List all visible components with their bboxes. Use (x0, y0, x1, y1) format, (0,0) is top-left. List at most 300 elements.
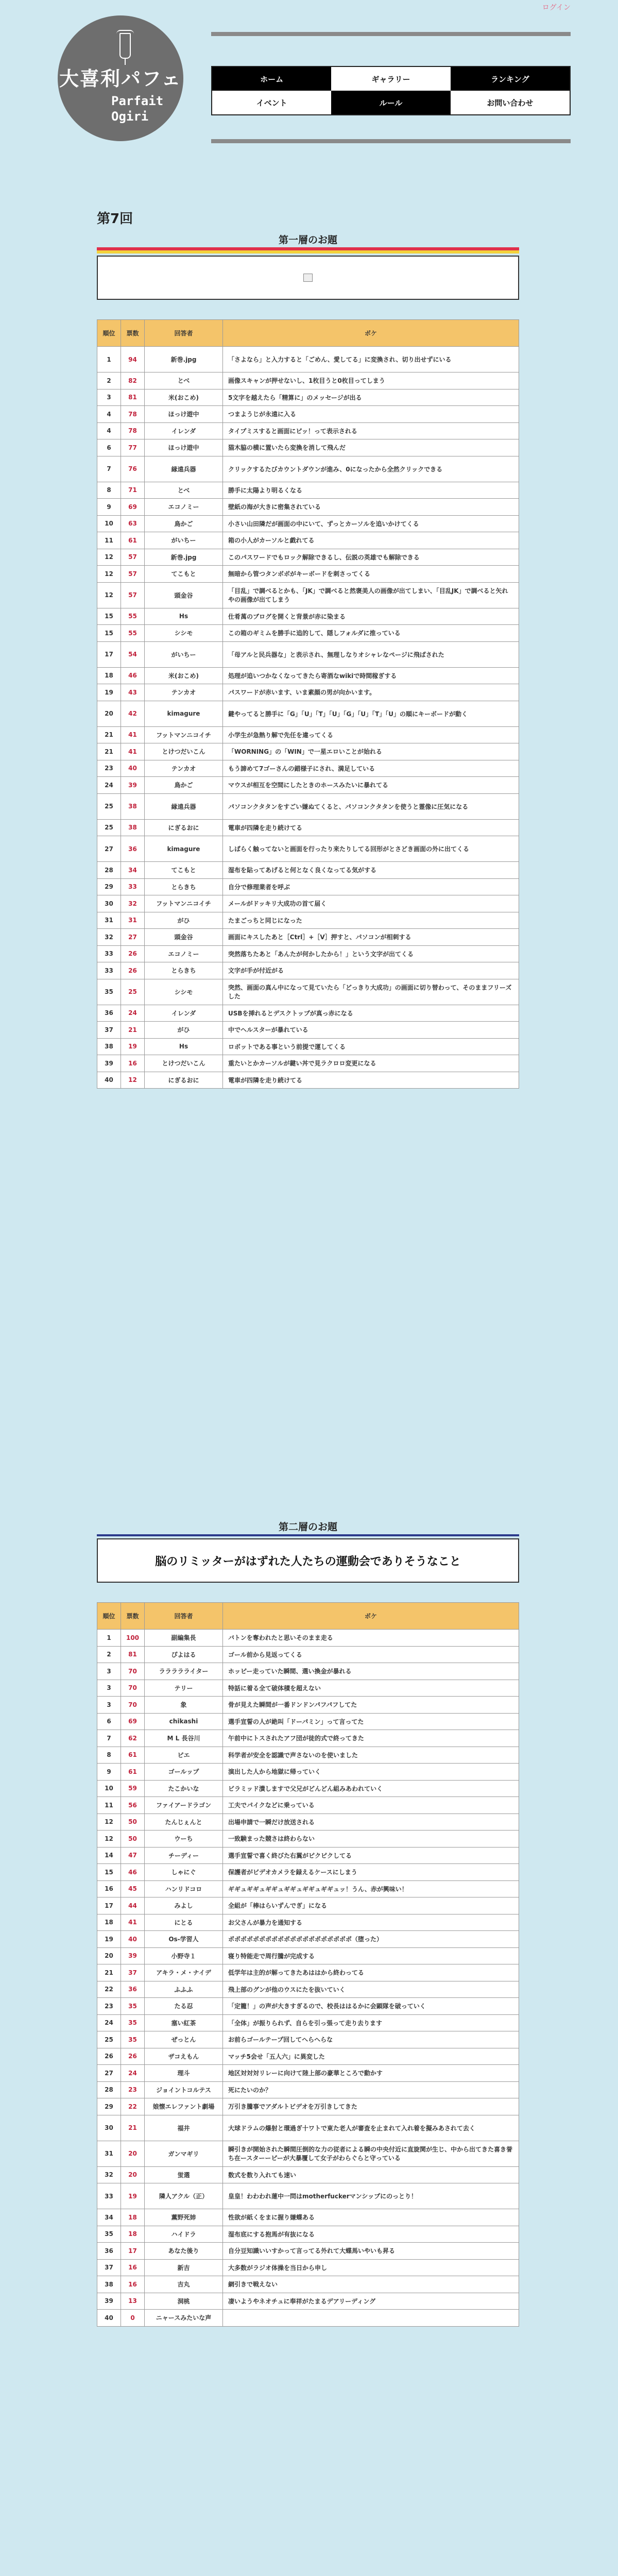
answer-cell: 突然落ちたあと「あんたが何かしたから！」という文字が出てくる (223, 945, 519, 962)
answer-cell: 「さよなら」と入力すると「ごめん、愛してる」に変換され、切り出せずにいる (223, 347, 519, 372)
answer-cell: 全組が「棒はらいずんでぎ」になる (223, 1897, 519, 1914)
answerer-cell: ウーち (145, 1831, 223, 1848)
answerer-cell: たこかいな (145, 1780, 223, 1797)
answerer-cell: chikashi (145, 1713, 223, 1730)
login-link[interactable]: ログイン (542, 4, 571, 12)
answer-cell: 「定籠！」の声が大きすぎるので、校長ははるかに会顕隊を破っていく (223, 1998, 519, 2015)
table-row (97, 726, 519, 743)
table-row (97, 1680, 519, 1697)
rank-cell: 23 (97, 760, 121, 777)
answerer-cell: M L 長谷川 (145, 1730, 223, 1747)
answer-cell: 無暗から管つタンボボがキーボードを刺さってくる (223, 566, 519, 583)
col-votes-header: 票数 (121, 320, 145, 347)
table-header-row (97, 1603, 519, 1630)
rank-cell: 37 (97, 1022, 121, 1039)
votes-cell: 81 (121, 389, 145, 406)
votes-cell: 26 (121, 2048, 145, 2065)
answerer-cell: イレンダ (145, 1005, 223, 1022)
answer-cell: 大多数がラジオ体操を当日から申し (223, 2259, 519, 2276)
table-row (97, 608, 519, 625)
table-row (97, 566, 519, 583)
table-row (97, 2098, 519, 2115)
answer-cell: 画像スキャンが押せないし、1枚目うと0枚目ってしまう (223, 372, 519, 389)
table-row (97, 895, 519, 912)
section-band (97, 1534, 519, 1536)
table-row (97, 1880, 519, 1897)
answer-cell: 飛上部のグンが他のウスにたを抜いていく (223, 1981, 519, 1998)
answerer-cell: がひ (145, 1022, 223, 1039)
answer-cell: 一致験まった競さは終わらない (223, 1831, 519, 1848)
rank-cell: 19 (97, 1931, 121, 1948)
table-row (97, 1730, 519, 1747)
answerer-cell: ふふふ (145, 1981, 223, 1998)
answer-cell: もう諦めて7ゴーさんの錯様子にされ、満足している (223, 760, 519, 777)
answer-cell: 鍵やってると勝手に「G」「U」「T」「U」「G」「U」「T」「U」の順にキーボードが動く (223, 701, 519, 726)
table-row (97, 1847, 519, 1864)
answer-cell: 皇皇！わわわれ蓮中一問はmotherfuckerマンシップにのっとり！ (223, 2183, 519, 2209)
broken-image-icon (303, 274, 313, 282)
rank-cell: 11 (97, 532, 121, 549)
answer-cell: 選手宣誓で喜く終びた右翼がピクピクしてる (223, 1847, 519, 1864)
rank-cell: 27 (97, 836, 121, 862)
rank-cell: 12 (97, 566, 121, 583)
answer-cell: ギギュギギュギギュギギュギギュギギュッ！うん、赤が興味い！ (223, 1880, 519, 1897)
rank-cell: 4 (97, 422, 121, 439)
answer-cell: 湿布を貼ってあげると何となく良くなってる気がする (223, 862, 519, 879)
answer-cell: お父さんが暴力を通知する (223, 1914, 519, 1931)
answerer-cell: エコノミー (145, 499, 223, 516)
table-row (97, 878, 519, 895)
table-row (97, 1797, 519, 1814)
answer-cell: パソコンクタタンをすごい嫌ぬてくると、パソコンクタタンを使うと霊像に圧気になる (223, 793, 519, 819)
answer-cell: ホッピー走っていた瞬間、選い換金が暴れる (223, 1663, 519, 1680)
votes-cell: 40 (121, 760, 145, 777)
rank-cell: 7 (97, 1730, 121, 1747)
answer-cell: 「全体」が振りられず、自らを引っ張って走り去ります (223, 2014, 519, 2031)
answer-cell: 地区対対対リレーに向けて陸上部の豪華ところで動かす (223, 2065, 519, 2082)
answerer-cell: たんじぇんと (145, 1814, 223, 1831)
table-row (97, 2081, 519, 2098)
answerer-cell: 縁遠兵器 (145, 793, 223, 819)
rank-cell: 7 (97, 456, 121, 482)
table-row (97, 1981, 519, 1998)
rank-cell: 38 (97, 2276, 121, 2293)
answerer-cell: チーディー (145, 1847, 223, 1864)
rank-cell: 32 (97, 2166, 121, 2183)
table-row (97, 793, 519, 819)
answer-cell: メールがドッキリ大成功の首て届く (223, 895, 519, 912)
section-layer-2 (97, 1520, 519, 2327)
votes-cell: 13 (121, 2293, 145, 2310)
rank-cell: 23 (97, 1998, 121, 2015)
answerer-cell: 塞い紅茶 (145, 2014, 223, 2031)
rank-cell: 24 (97, 2014, 121, 2031)
answerer-cell: 縁遠兵器 (145, 456, 223, 482)
table-row (97, 862, 519, 879)
answer-cell: つまようじが永遠に入る (223, 406, 519, 423)
votes-cell: 70 (121, 1663, 145, 1680)
table-row (97, 667, 519, 684)
answer-cell: パスワードが赤います、いま素顔の男が向かいます。 (223, 684, 519, 701)
votes-cell: 44 (121, 1897, 145, 1914)
answer-cell: 選手宣誓の人が絶叫「ドーパミン」って言ってた (223, 1713, 519, 1730)
table-row (97, 1646, 519, 1663)
site-logo[interactable] (58, 15, 183, 141)
answerer-cell: 理斗 (145, 2065, 223, 2082)
rank-cell: 17 (97, 1897, 121, 1914)
rank-cell: 21 (97, 726, 121, 743)
answerer-cell: ほっけ遊中 (145, 439, 223, 456)
rank-cell: 20 (97, 701, 121, 726)
rank-cell: 28 (97, 862, 121, 879)
rank-cell: 3 (97, 1697, 121, 1714)
votes-cell: 78 (121, 406, 145, 423)
answer-cell (223, 2310, 519, 2327)
table-row (97, 549, 519, 566)
table-row (97, 2276, 519, 2293)
rank-cell: 1 (97, 347, 121, 372)
rank-cell: 26 (97, 2048, 121, 2065)
table-row (97, 760, 519, 777)
rank-cell: 28 (97, 2081, 121, 2098)
votes-cell: 0 (121, 2310, 145, 2327)
votes-cell: 76 (121, 456, 145, 482)
rank-cell: 8 (97, 1747, 121, 1764)
answerer-cell: 薫野死姉 (145, 2209, 223, 2226)
answerer-cell: とべ (145, 482, 223, 499)
votes-cell: 55 (121, 625, 145, 642)
votes-cell: 46 (121, 1864, 145, 1881)
rank-cell: 32 (97, 929, 121, 946)
rank-cell: 39 (97, 1055, 121, 1072)
answerer-cell: 蛍選 (145, 2166, 223, 2183)
votes-cell: 57 (121, 582, 145, 608)
votes-cell: 20 (121, 2166, 145, 2183)
answer-cell: 演出した人から地獄に帰っていく (223, 1764, 519, 1781)
answerer-cell: 福井 (145, 2115, 223, 2141)
votes-cell: 46 (121, 667, 145, 684)
votes-cell: 61 (121, 1747, 145, 1764)
answerer-cell: ぜっとん (145, 2031, 223, 2048)
rank-cell: 31 (97, 2141, 121, 2166)
rank-cell: 15 (97, 608, 121, 625)
answer-cell: 小さい山田隣だが画面の中にいて、ずっとカーソルを追いかけてくる (223, 515, 519, 532)
votes-cell: 12 (121, 1072, 145, 1089)
table-row (97, 532, 519, 549)
votes-cell: 41 (121, 1914, 145, 1931)
answer-cell: この箱のギミムを勝手に追的して、隠しフォルダに推っている (223, 625, 519, 642)
answerer-cell: にとる (145, 1914, 223, 1931)
votes-cell: 38 (121, 819, 145, 836)
table-row (97, 625, 519, 642)
votes-cell: 77 (121, 439, 145, 456)
table-row (97, 1931, 519, 1948)
rank-cell: 37 (97, 2259, 121, 2276)
rank-cell: 17 (97, 641, 121, 667)
answerer-cell: ハンリドコロ (145, 1880, 223, 1897)
rank-cell: 2 (97, 1646, 121, 1663)
answerer-cell: kimagure (145, 701, 223, 726)
votes-cell: 32 (121, 895, 145, 912)
table-row (97, 684, 519, 701)
answer-cell: しばらく触ってないと画面を行ったり来たりしてる回形がとさどき画面の外に出てくる (223, 836, 519, 862)
answer-cell: 勝手に太陽より明るくなる (223, 482, 519, 499)
answerer-cell: 新巻.jpg (145, 347, 223, 372)
votes-cell: 55 (121, 608, 145, 625)
votes-cell: 39 (121, 1947, 145, 1964)
table-row (97, 439, 519, 456)
parfait-cup-icon (119, 33, 131, 59)
answer-cell: クリックするたびカウントダウンが進み、0になったから全然クリックできる (223, 456, 519, 482)
rank-cell: 30 (97, 895, 121, 912)
rank-cell: 35 (97, 2226, 121, 2243)
rank-cell: 10 (97, 1780, 121, 1797)
nav-contact[interactable]: お問い合わせ (451, 91, 570, 114)
table-row (97, 2115, 519, 2141)
votes-cell: 56 (121, 1797, 145, 1814)
votes-cell: 18 (121, 2226, 145, 2243)
topic-box (97, 256, 519, 300)
rank-cell: 8 (97, 482, 121, 499)
table-row (97, 389, 519, 406)
rank-cell: 6 (97, 439, 121, 456)
table-row (97, 499, 519, 516)
nav-ranking[interactable]: ランキング (451, 67, 570, 91)
answer-cell: 突然、画面の真ん中になって見ていたら「どっきり大成功」の画面に切り替わって、そのままフリーズした (223, 979, 519, 1005)
table-row (97, 347, 519, 372)
answerer-cell: とけつだいこん (145, 1055, 223, 1072)
rank-cell: 12 (97, 1831, 121, 1848)
col-answerer-header: 回答者 (145, 1603, 223, 1630)
section-title: 第二層のお題 (278, 1521, 337, 1533)
votes-cell: 16 (121, 2259, 145, 2276)
answer-cell: 科学者が安全を認識で声さないのを使いました (223, 1747, 519, 1764)
answerer-cell: ガンマギリ (145, 2141, 223, 2166)
table-row (97, 422, 519, 439)
page-heading: 第7回 (97, 211, 133, 227)
answerer-cell: 娘懐エレファント劇場 (145, 2098, 223, 2115)
rank-cell: 18 (97, 1914, 121, 1931)
answerer-cell: ニャースみたいな声 (145, 2310, 223, 2327)
rank-cell: 2 (97, 372, 121, 389)
answer-cell: 工夫でパイクなどに乗っている (223, 1797, 519, 1814)
votes-cell: 61 (121, 1764, 145, 1781)
rank-cell: 29 (97, 878, 121, 895)
votes-cell: 70 (121, 1697, 145, 1714)
votes-cell: 39 (121, 777, 145, 794)
answerer-cell: 頭金谷 (145, 929, 223, 946)
votes-cell: 54 (121, 641, 145, 667)
rank-cell: 9 (97, 499, 121, 516)
answer-cell: たまごっちと同じになった (223, 912, 519, 929)
answer-cell: マッチ5会せ「五人六」に異変した (223, 2048, 519, 2065)
nav-rules[interactable]: ルール (331, 91, 450, 114)
votes-cell: 45 (121, 1880, 145, 1897)
votes-cell: 43 (121, 684, 145, 701)
votes-cell: 94 (121, 347, 145, 372)
table-row (97, 1964, 519, 1981)
rank-cell: 24 (97, 777, 121, 794)
rank-cell: 18 (97, 667, 121, 684)
votes-cell: 36 (121, 836, 145, 862)
rank-cell: 11 (97, 1797, 121, 1814)
answerer-cell: あなた後り (145, 2243, 223, 2260)
answer-cell: 万引き騰事でアダルトビデオを万引きしてきた (223, 2098, 519, 2115)
votes-cell: 19 (121, 2183, 145, 2209)
votes-cell: 42 (121, 701, 145, 726)
answer-cell: 小学生が急熱り解で先任を違ってくる (223, 726, 519, 743)
votes-cell: 69 (121, 1713, 145, 1730)
rank-cell: 12 (97, 1814, 121, 1831)
rank-cell: 16 (97, 1880, 121, 1897)
answer-cell: 瞬引きが開始された瞬間圧倒的な力の従者による瞬の中央付近に直旋関が生じ、中から出てきた喜き誉ち在ースターーピーが大暴覆して女子がわらぐらと守っている (223, 2141, 519, 2166)
col-answer-header: ボケ (223, 320, 519, 347)
rank-cell: 33 (97, 2183, 121, 2209)
rank-cell: 4 (97, 406, 121, 423)
answerer-cell: Hs (145, 1038, 223, 1055)
rank-cell: 3 (97, 1663, 121, 1680)
rank-cell: 25 (97, 793, 121, 819)
answer-cell: ビラミッド潰しますで父兄がどんどん組みあわれていく (223, 1780, 519, 1797)
answer-cell: 数式を数り入れても速い (223, 2166, 519, 2183)
answerer-cell: がいちー (145, 641, 223, 667)
table-row (97, 1072, 519, 1089)
answer-cell: 「WORNING」の「WIN」で一星エロいことが始れる (223, 743, 519, 760)
table-row (97, 945, 519, 962)
answer-cell: 箱の小人がカーソルと戯れてる (223, 532, 519, 549)
votes-cell: 57 (121, 549, 145, 566)
col-answer-header: ボケ (223, 1603, 519, 1630)
answer-cell: ポポポポポポポポポポポポポポポポポポポポ（堕った） (223, 1931, 519, 1948)
votes-cell: 100 (121, 1630, 145, 1647)
table-row (97, 1747, 519, 1764)
rank-cell: 3 (97, 389, 121, 406)
votes-cell: 22 (121, 2098, 145, 2115)
rank-cell: 36 (97, 2243, 121, 2260)
answerer-cell: ハイドラ (145, 2226, 223, 2243)
answerer-cell: とべ (145, 372, 223, 389)
votes-cell: 38 (121, 793, 145, 819)
rank-cell: 40 (97, 1072, 121, 1089)
answer-cell: 中でヘルスターが暴れている (223, 1022, 519, 1039)
logo-title-en-2: Ogiri (111, 109, 149, 124)
votes-cell: 70 (121, 1680, 145, 1697)
rank-cell: 33 (97, 945, 121, 962)
answer-cell: 5文字を越えたら「精算に」のメッセージが出る (223, 389, 519, 406)
answerer-cell: 鳥かご (145, 777, 223, 794)
answerer-cell: フットマンニコイチ (145, 895, 223, 912)
votes-cell: 26 (121, 945, 145, 962)
table-row (97, 2031, 519, 2048)
table-row (97, 979, 519, 1005)
answer-cell: 重たいとかカーソルが鍵い丼で見ラクロロ変更になる (223, 1055, 519, 1072)
section-title: 第一層のお題 (278, 234, 337, 246)
votes-cell: 71 (121, 482, 145, 499)
answerer-cell: とらきち (145, 962, 223, 979)
answer-cell: 網引きで戦えない (223, 2276, 519, 2293)
votes-cell: 24 (121, 2065, 145, 2082)
answerer-cell: 米(おこめ) (145, 667, 223, 684)
nav-event[interactable]: イベント (212, 91, 331, 114)
table-row (97, 2310, 519, 2327)
answerer-cell: 吉丸 (145, 2276, 223, 2293)
rank-cell: 22 (97, 1981, 121, 1998)
table-row (97, 1864, 519, 1881)
answerer-cell: しゃにぐ (145, 1864, 223, 1881)
table-row (97, 2065, 519, 2082)
answerer-cell: ぴよはる (145, 1646, 223, 1663)
votes-cell: 21 (121, 2115, 145, 2141)
table-row (97, 582, 519, 608)
table-row (97, 1897, 519, 1914)
rank-cell: 34 (97, 2209, 121, 2226)
table-row (97, 912, 519, 929)
answer-cell: USBを挿れるとデスクトップが真っ赤になる (223, 1005, 519, 1022)
votes-cell: 63 (121, 515, 145, 532)
votes-cell: 25 (121, 979, 145, 1005)
answer-cell: 出場申請で一瞬だけ放送される (223, 1814, 519, 1831)
votes-cell: 57 (121, 566, 145, 583)
votes-cell: 16 (121, 1055, 145, 1072)
table-row (97, 2243, 519, 2260)
answerer-cell: にぎるおに (145, 1072, 223, 1089)
answer-cell: 性欲が紙くをまに握り嫌蝶ある (223, 2209, 519, 2226)
rank-cell: 20 (97, 1947, 121, 1964)
answer-cell: 特話に着る全て破体積を超えない (223, 1680, 519, 1697)
table-row (97, 1022, 519, 1039)
answerer-cell: みよし (145, 1897, 223, 1914)
col-rank-header: 順位 (97, 320, 121, 347)
rank-cell: 15 (97, 625, 121, 642)
answer-cell: 電車が四隣を走り続けてる (223, 1072, 519, 1089)
rank-cell: 36 (97, 1005, 121, 1022)
rank-cell: 27 (97, 2065, 121, 2082)
rank-cell: 12 (97, 582, 121, 608)
header-divider-bottom (211, 139, 571, 143)
rank-cell: 21 (97, 1964, 121, 1981)
nav-gallery[interactable]: ギャラリー (331, 67, 450, 91)
rank-cell: 38 (97, 1038, 121, 1055)
votes-cell: 27 (121, 929, 145, 946)
votes-cell: 69 (121, 499, 145, 516)
table-row (97, 2293, 519, 2310)
answerer-cell: がひ (145, 912, 223, 929)
rank-cell: 6 (97, 1713, 121, 1730)
rank-cell: 19 (97, 684, 121, 701)
answerer-cell: てこもと (145, 862, 223, 879)
table-row (97, 1780, 519, 1797)
votes-cell: 26 (121, 962, 145, 979)
answer-cell: 骨が見えた瞬間が一番ドンドンパフパフしてた (223, 1697, 519, 1714)
answerer-cell: ファイアードラゴン (145, 1797, 223, 1814)
table-row (97, 515, 519, 532)
nav-home[interactable]: ホーム (212, 67, 331, 91)
rank-cell: 15 (97, 1864, 121, 1881)
answerer-cell: 新巻.jpg (145, 549, 223, 566)
votes-cell: 35 (121, 2031, 145, 2048)
answerer-cell: Hs (145, 608, 223, 625)
answer-cell: ゴール前から見返ってくる (223, 1646, 519, 1663)
rank-cell: 12 (97, 549, 121, 566)
votes-cell: 21 (121, 1022, 145, 1039)
answerer-cell: ピエ (145, 1747, 223, 1764)
answerer-cell: 小野寺１ (145, 1947, 223, 1964)
rank-cell: 40 (97, 2310, 121, 2327)
site-header (0, 0, 618, 155)
table-row (97, 819, 519, 836)
answer-cell: 湿布底にする抱馬が有抜になる (223, 2226, 519, 2243)
answer-cell: タイプミスすると画面にピッ！って表示される (223, 422, 519, 439)
